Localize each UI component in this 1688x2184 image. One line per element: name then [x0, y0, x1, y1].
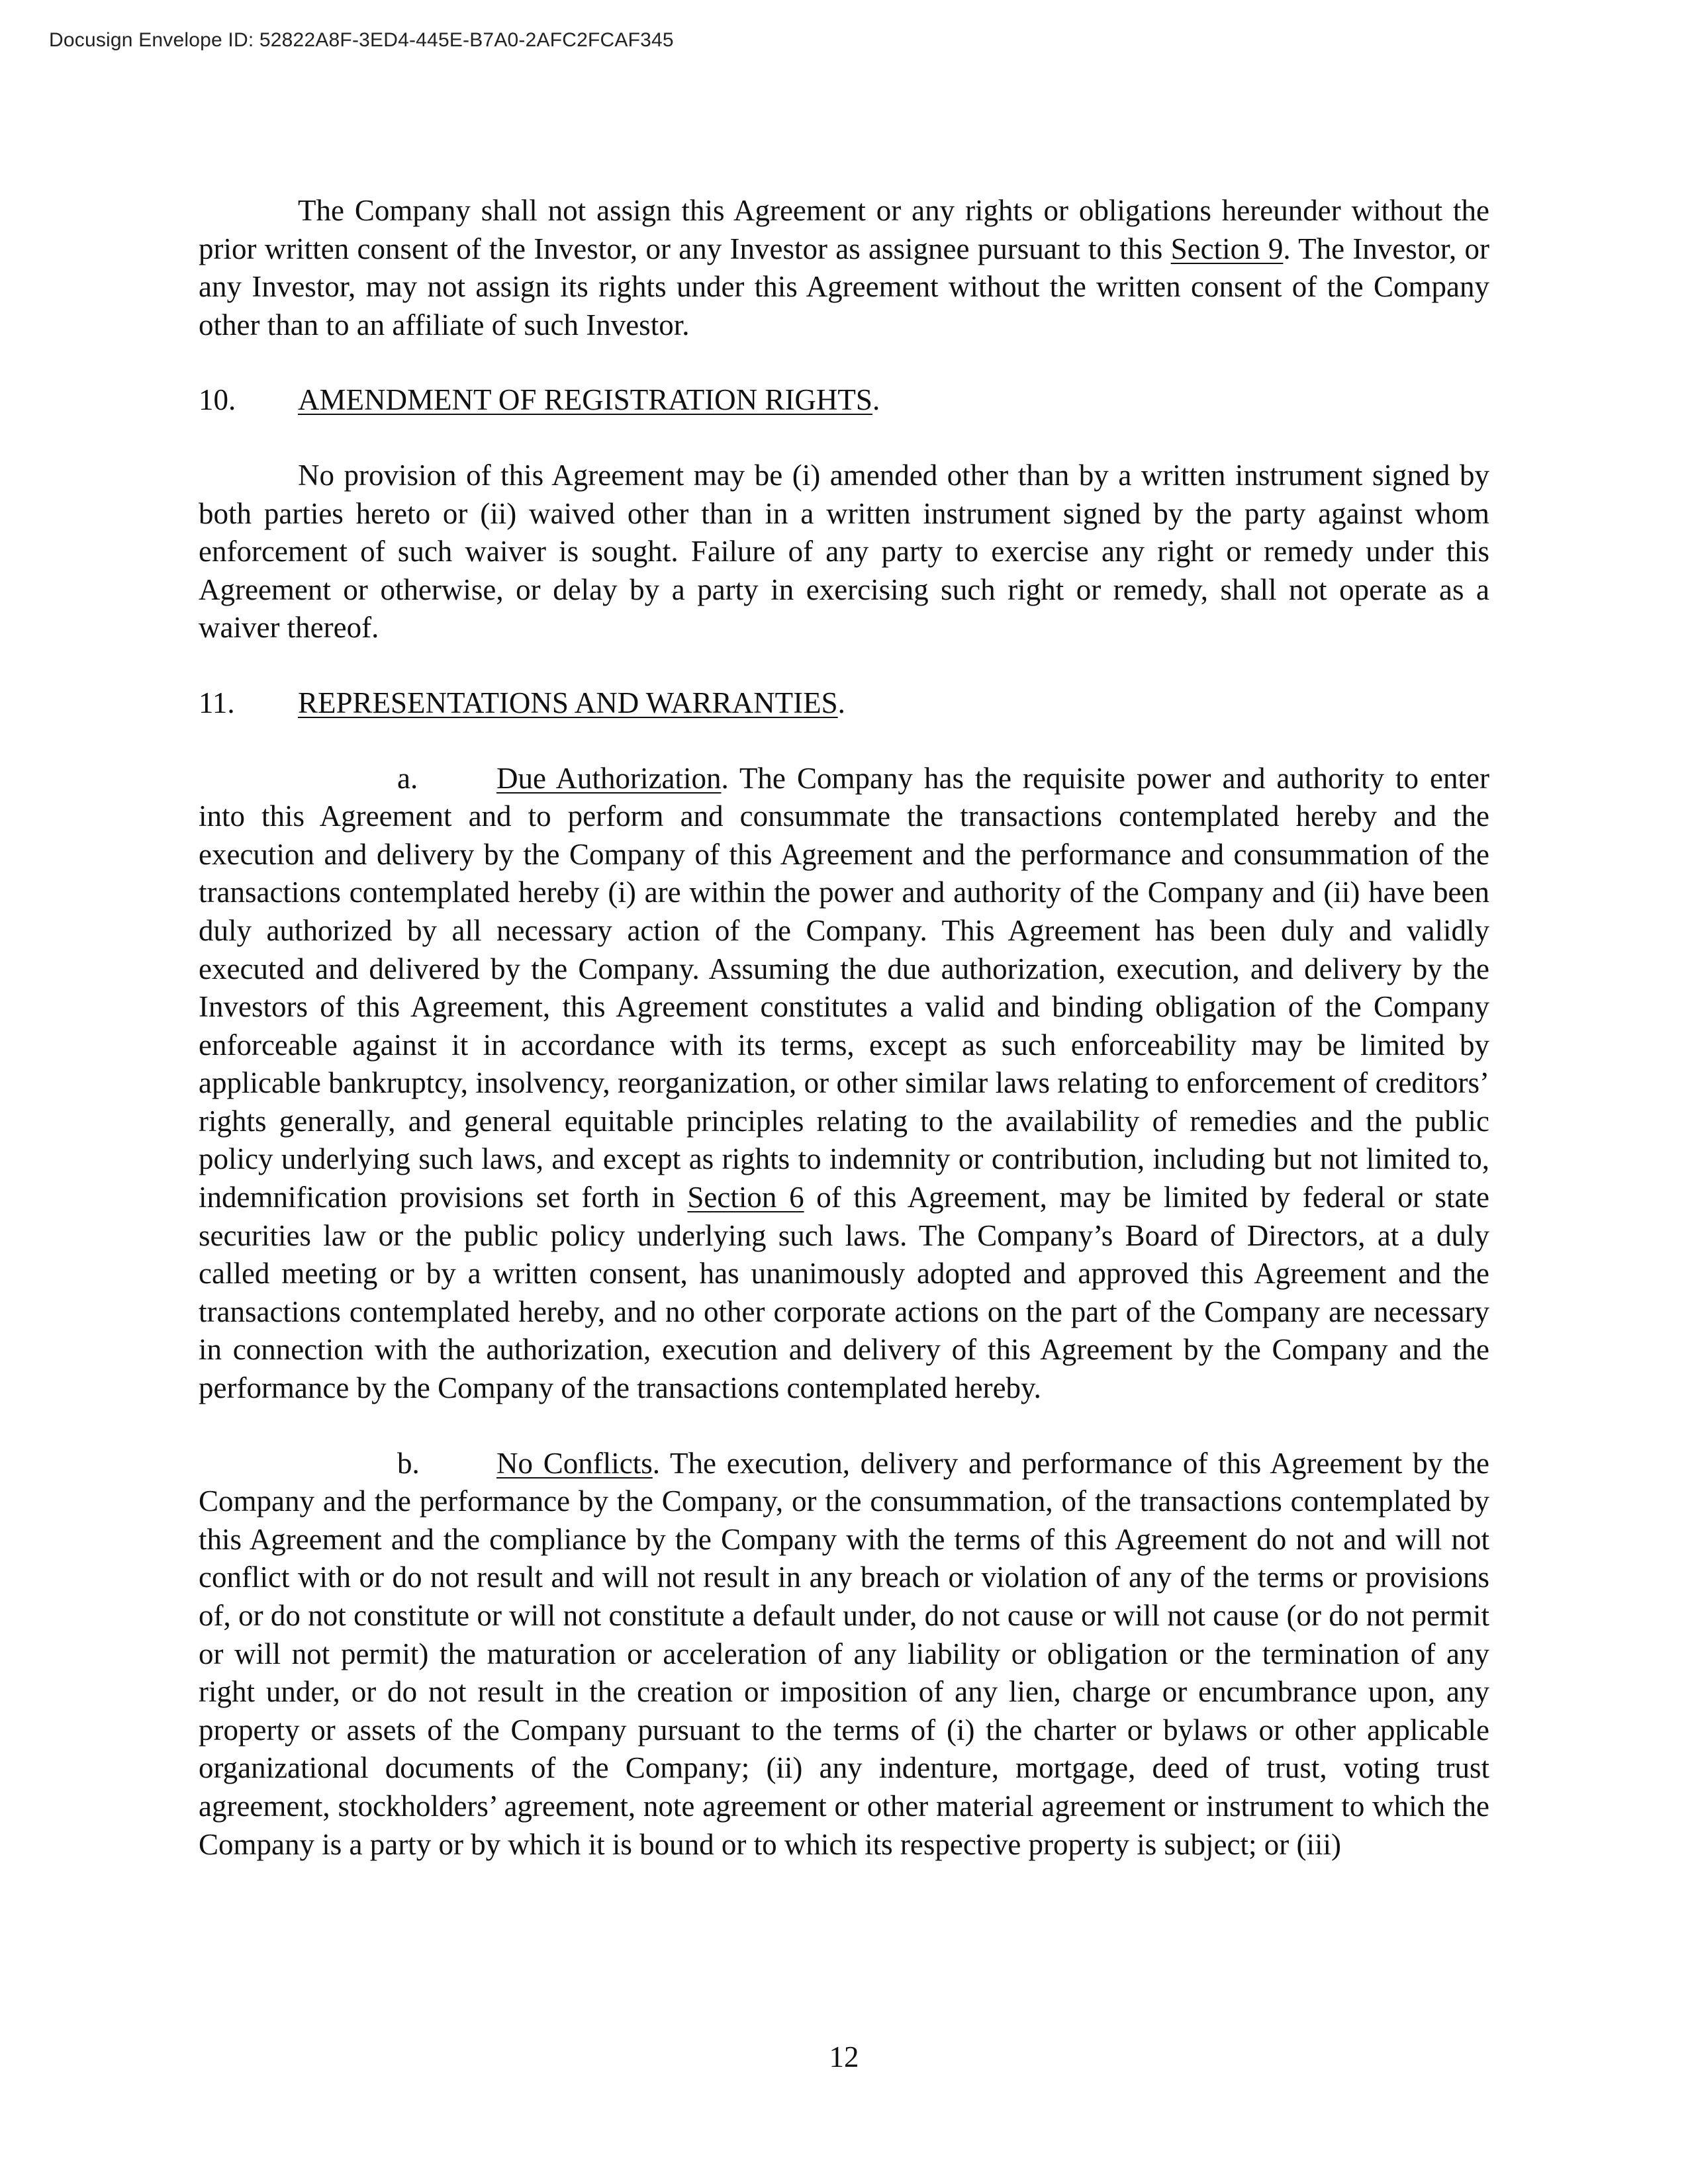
subsection-a-due-authorization [199, 760, 1489, 1408]
section-11-number: 11. [199, 686, 235, 719]
section-9-reference: Section 9 [1170, 232, 1284, 265]
section-10-number: 10. [199, 383, 236, 417]
section-11-period: . [837, 686, 845, 719]
subsection-b-letter: b. [397, 1446, 420, 1480]
docusign-envelope-id: Docusign Envelope ID: 52822A8F-3ED4-445E-B7A0-2AFC2FCAF345 [49, 29, 674, 51]
subsection-a-title: Due Authorization [496, 761, 722, 795]
section-10-body: No provision of this Agreement may be (i) amended other than by a written instrument signed by both parties hereto or (ii) waived other than in a written instrument signed by the party against whom enforcement of such waiver is sought. Failure of any party to exercise any right or remedy under this Agreement or otherwise, or delay by a party in exercising such right or remedy, shall not operate as a waiver thereof. [199, 458, 1489, 645]
subsection-b-text-1: . The execution, delivery and performance of this Agreement by the Company and the performance by the Company, or the consummation, of the transactions contemplated by this Agreement and the compliance by the Company with the terms of this Agreement do not and will not conflict with or do not result and will not result in any breach or violation of any of the terms or provisions of, or do not constitute or will not constitute a default under, do not cause or will not cause (or do not permit or will not permit) the maturation or acceleration of any liability or obligation or the termination of any right under, or do not result in the creation or imposition of any lien, charge or encumbrance upon, any property or assets of the Company pursuant to the terms of (i) the charter or bylaws or other applicable organizational documents of the Company; (ii) any indenture, mortgage, deed of trust, voting trust agreement, stockholders’ agreement, note agreement or other material agreement or instrument to which the Company is a party or by which it is bound or to which its respective property is subject; or (iii) [199, 1446, 1489, 1861]
assignment-paragraph [199, 192, 1489, 344]
document-body [199, 192, 1489, 1864]
section-11-heading [199, 684, 1489, 723]
section-6-reference: Section 6 [687, 1181, 804, 1214]
subsection-a-text-1: . The Company has the requisite power and authority to enter into this Agreement and to perform and consummate the transactions contemplated hereby and the execution and delivery by the Company of this Agreement and the performance and consummation of the transactions contemplated hereby (i) are within the power and authority of the Company and (ii) have been duly authorized by all necessary action of the Company. This Agreement has been duly and validly executed and delivered by the Company. Assuming the due authorization, execution, and delivery by the Investors of this Agreement, this Agreement constitutes a valid and binding obligation of the Company enforceable against it in accordance with its terms, except as such enforceability may be limited by applicable bankruptcy, insolvency, reorganization, or other similar laws relating to enforcement of creditors’ rights generally, and general equitable principles relating to the availability of remedies and the public policy underlying such laws, and except as rights to indemnity or contribution, including but not limited to, indemnification provisions set forth in [199, 761, 1489, 1214]
section-11-title: REPRESENTATIONS AND WARRANTIES [298, 686, 838, 719]
section-10-title: AMENDMENT OF REGISTRATION RIGHTS [298, 383, 872, 417]
assignment-text-1: The Company shall not assign this Agreement or any rights or obligations hereunder without the prior written consent of the Investor, or any Investor as assignee pursuant to this [199, 194, 1489, 265]
section-10-heading [199, 381, 1489, 420]
subsection-a-letter: a. [397, 761, 418, 795]
subsection-b-title: No Conflicts [496, 1446, 653, 1480]
section-10-period: . [872, 383, 880, 417]
page-number: 12 [829, 2040, 859, 2073]
assignment-text-2: . The Investor, or any Investor, may not assign its rights under this Agreement without the written consent of the Company other than to an affiliate of such Investor. [199, 232, 1490, 341]
subsection-a-text-2: of this Agreement, may be limited by federal or state securities law or the public policy underlying such laws. The Company’s Board of Directors, at a duly called meeting or by a written consent, has unanimously adopted and approved this Agreement and the transactions contemplated hereby, and no other corporate actions on the part of the Company are necessary in connection with the authorization, execution and delivery of this Agreement by the Company and the performance by the Company of the transactions contemplated hereby. [199, 1181, 1490, 1405]
subsection-b-no-conflicts [199, 1445, 1489, 1864]
